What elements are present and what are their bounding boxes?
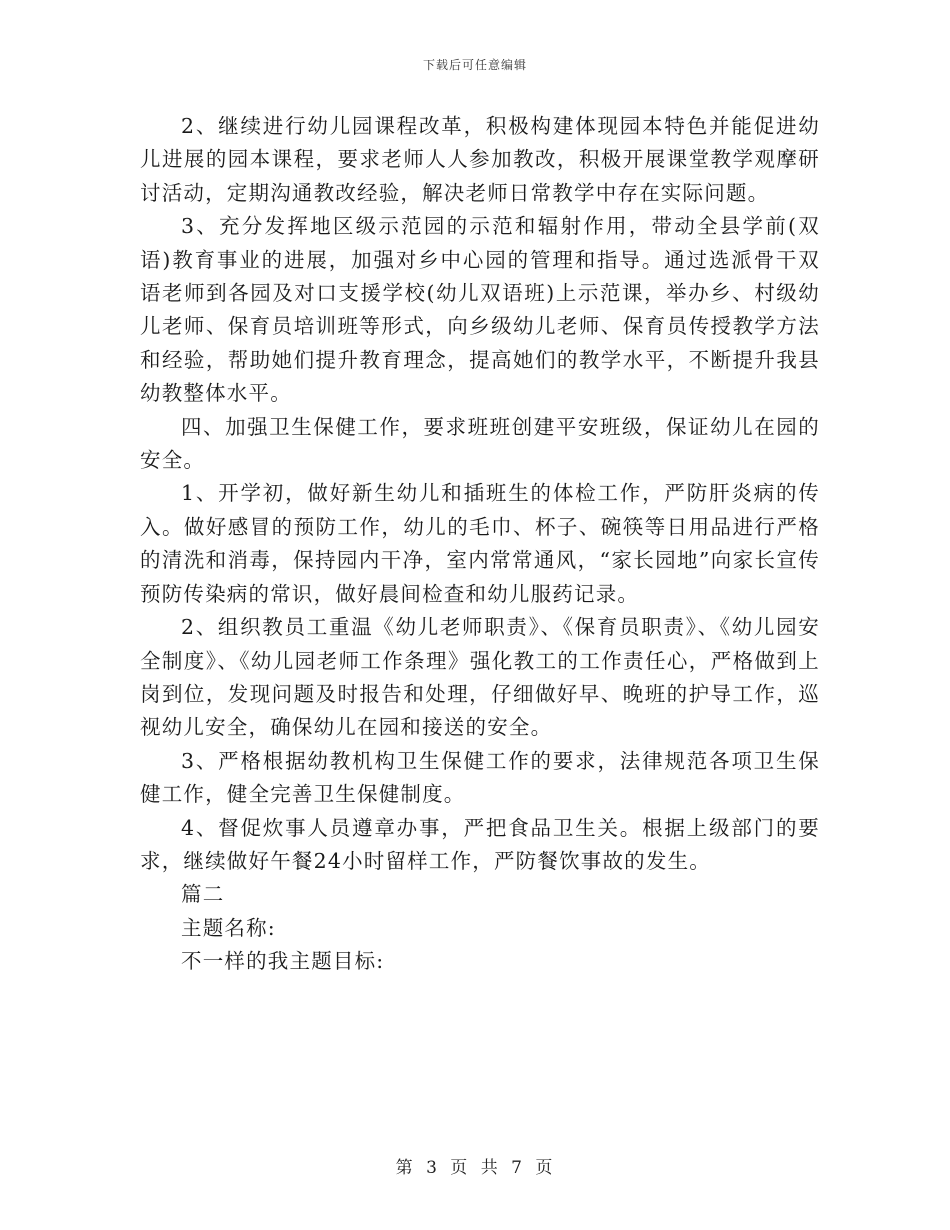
paragraph: 2、组织教员工重温《幼儿老师职责》、《保育员职责》、《幼儿园安全制度》、《幼儿园老师工作条理》强化教工的工作责任心，严格做到上岗到位，发现问题及时报告和处理，仔细做好早、晚班的护导工作，巡视幼儿安全，确保幼儿在园和接送的安全。	[140, 615, 820, 740]
page-number: 第 3 页 共 7 页	[395, 1158, 555, 1178]
document-body	[140, 110, 820, 979]
paragraph: 3、严格根据幼教机构卫生保健工作的要求，法律规范各项卫生保健工作，健全完善卫生保健制度。	[140, 748, 820, 807]
paragraph: 1、开学初，做好新生幼儿和插班生的体检工作，严防肝炎病的传入。做好感冒的预防工作，幼儿的毛巾、杯子、碗筷等日用品进行严格的清洗和消毒，保持园内干净，室内常常通风，“家长园地”向家长宣传预防传染病的常识，做好晨间检查和幼儿服药记录。	[140, 481, 820, 606]
chapter-label: 篇二	[181, 882, 225, 907]
paragraph: 3、充分发挥地区级示范园的示范和辐射作用，带动全县学前(双语)教育事业的进展，加强对乡中心园的管理和指导。通过选派骨干双语老师到各园及对口支援学校(幼儿双语班)上示范课，举办乡、村级幼儿老师、保育员培训班等形式，向乡级幼儿老师、保育员传授教学方法和经验，帮助她们提升教育理念，提高她们的教学水平，不断提升我县幼教整体水平。	[140, 214, 820, 406]
paragraph: 2、继续进行幼儿园课程改革，积极构建体现园本特色并能促进幼儿进展的园本课程，要求老师人人参加教改，积极开展课堂教学观摩研讨活动，定期沟通教改经验，解决老师日常教学中存在实际问题。	[140, 114, 820, 205]
paragraph: 4、督促炊事人员遵章办事，严把食品卫生关。根据上级部门的要求，继续做好午餐24小时留样工作，严防餐饮事故的发生。	[140, 815, 820, 873]
topic-name-label: 主题名称:	[181, 915, 276, 940]
page-header: 下载后可任意编辑	[422, 58, 527, 72]
section-heading: 四、加强卫生保健工作，要求班班创建平安班级，保证幼儿在园的安全。	[140, 414, 820, 473]
topic-goal-label: 不一样的我主题目标:	[181, 949, 385, 974]
